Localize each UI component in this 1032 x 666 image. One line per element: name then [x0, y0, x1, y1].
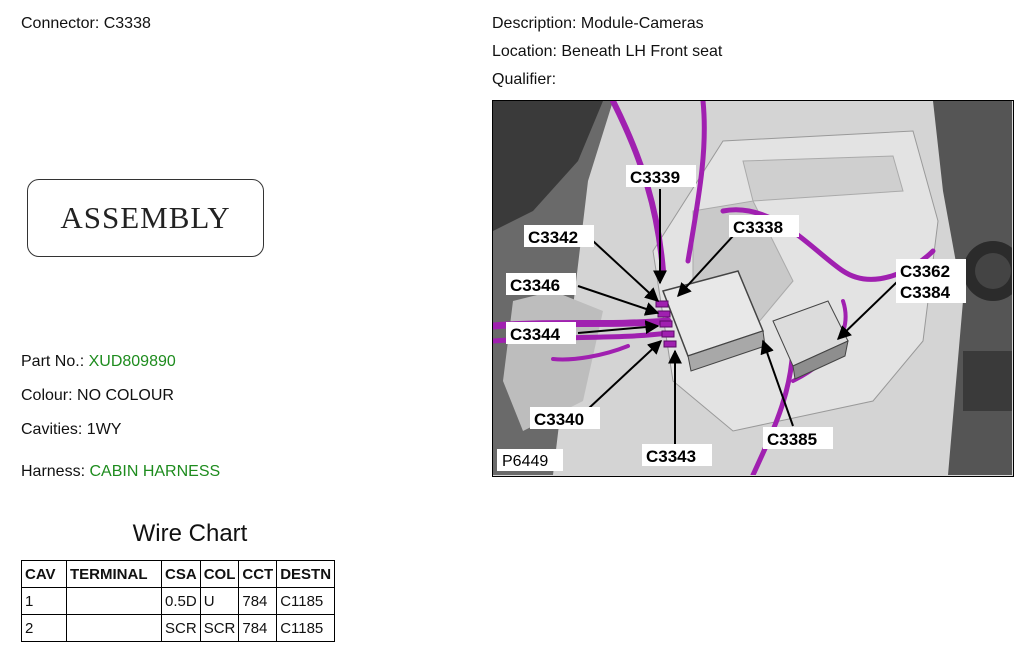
callout-c3344: C3344	[510, 325, 561, 344]
part-number	[21, 353, 176, 371]
cell-col: SCR	[200, 615, 239, 642]
callout-c3339: C3339	[630, 168, 681, 187]
callout-c3342: C3342	[528, 228, 579, 247]
callout-c3384: C3384	[900, 283, 951, 302]
wire-chart-title: Wire Chart	[132, 520, 248, 547]
column-header-csa: CSA	[162, 561, 201, 588]
cell-csa: SCR	[162, 615, 201, 642]
location-label: Location: Beneath LH Front seat	[492, 43, 723, 60]
harness-label: Harness:	[21, 463, 86, 480]
cell-terminal	[67, 615, 162, 642]
callout-c3385: C3385	[767, 430, 818, 449]
callout-c3340: C3340	[534, 410, 585, 429]
table-row	[22, 615, 335, 642]
photo-id-label: P6449	[502, 453, 549, 470]
cavities-label: Cavities: 1WY	[21, 421, 122, 438]
harness-link[interactable]: CABIN HARNESS	[89, 463, 221, 480]
assembly-label: ASSEMBLY	[60, 200, 231, 235]
cell-destn: C1185	[277, 588, 335, 615]
callout-c3362: C3362	[900, 262, 951, 281]
cell-cct: 784	[239, 588, 277, 615]
column-header-destn: DESTN	[277, 561, 335, 588]
part-number-label: Part No.:	[21, 353, 85, 370]
cell-csa: 0.5D	[162, 588, 201, 615]
cell-terminal	[67, 588, 162, 615]
location-photo-svg	[493, 101, 1012, 475]
callout-c3346: C3346	[510, 276, 561, 295]
assembly-box	[27, 179, 264, 257]
callout-c3338: C3338	[733, 218, 784, 237]
cell-cav: 2	[22, 615, 67, 642]
speaker-cone	[975, 253, 1011, 289]
table-row	[22, 588, 335, 615]
connector-label: Connector: C3338	[21, 15, 151, 32]
column-header-cav: CAV	[22, 561, 67, 588]
cell-cct: 784	[239, 615, 277, 642]
callout-c3343: C3343	[646, 447, 697, 466]
cell-cav: 1	[22, 588, 67, 615]
cell-col: U	[200, 588, 239, 615]
cell-destn: C1185	[277, 615, 335, 642]
column-header-terminal: TERMINAL	[67, 561, 162, 588]
harness	[21, 463, 220, 481]
part-number-link[interactable]: XUD809890	[88, 353, 176, 370]
location-photo	[492, 100, 1014, 477]
table-header-row	[22, 561, 335, 588]
door-handle-recess	[963, 351, 1012, 411]
wire-chart-table	[21, 560, 335, 642]
colour-label: Colour: NO COLOUR	[21, 387, 174, 404]
description-label: Description: Module-Cameras	[492, 15, 704, 32]
qualifier-label: Qualifier:	[492, 71, 557, 88]
column-header-col: COL	[200, 561, 239, 588]
column-header-cct: CCT	[239, 561, 277, 588]
